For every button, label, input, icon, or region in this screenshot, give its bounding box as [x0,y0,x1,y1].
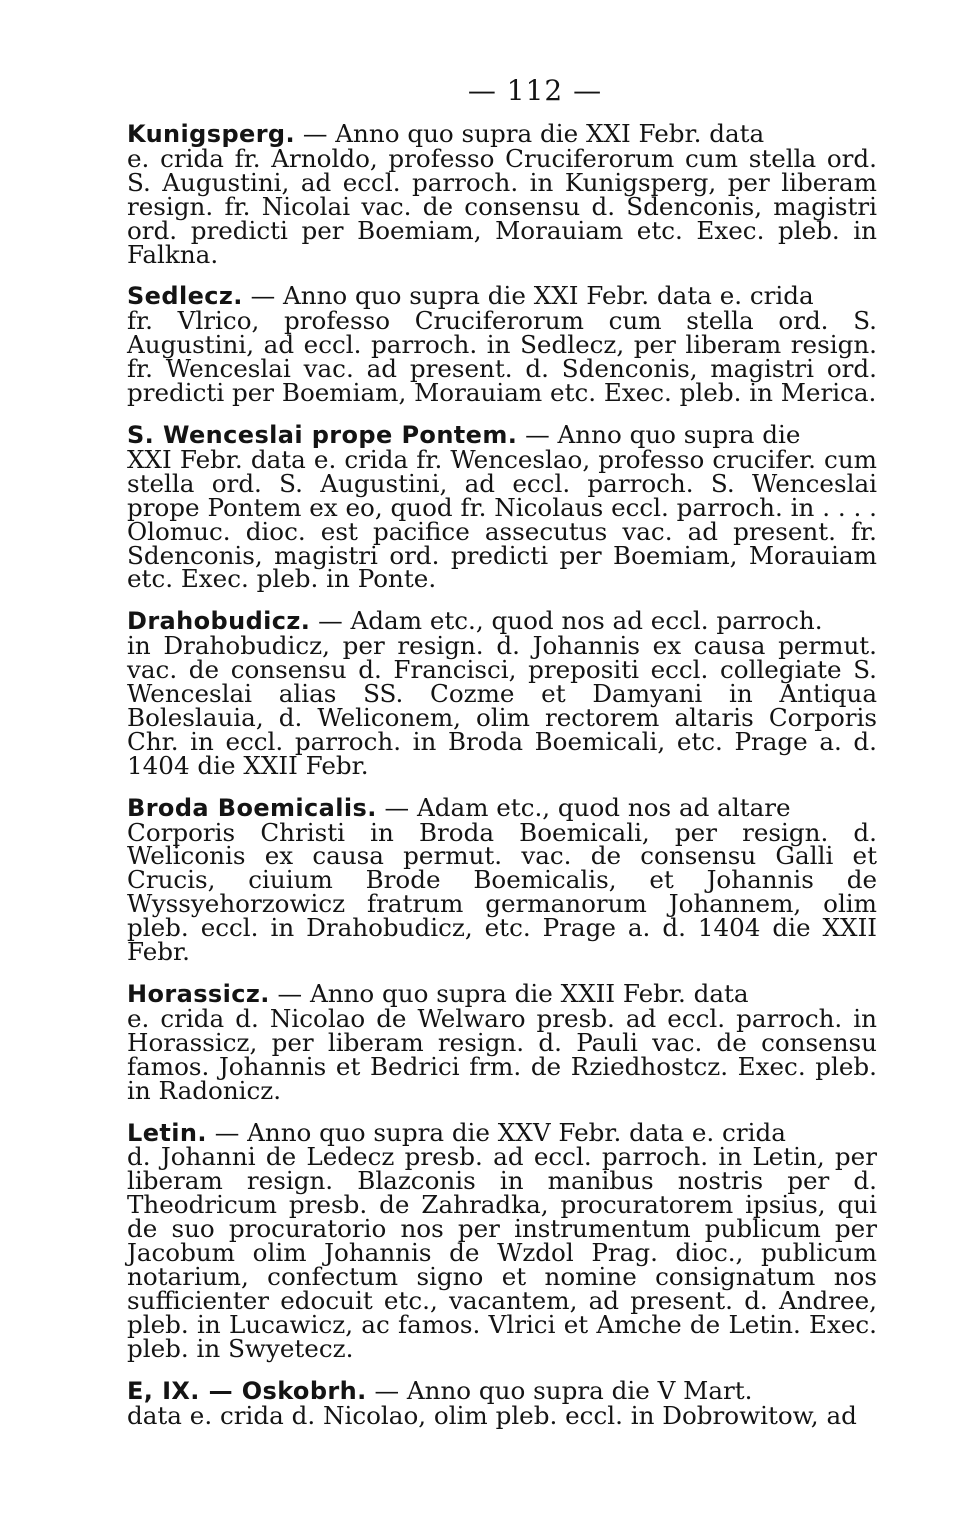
entry-drahobudicz [127,606,877,780]
entry-lead: — Adam etc., quod nos ad altare [376,792,791,822]
entry-lead: — Adam etc., quod nos ad eccl. parroch. [310,606,823,636]
entry-oskobrh [127,1375,877,1430]
text-column [127,119,877,1430]
entry-body: e. crida d. Nicolao de Welwaro presb. ad eccl. parroch. in Horassicz, per liberam resign. d. Pauli vac. de consensu famos. Johannis et Bedrici frm. de Rziedhostcz. Exec. pleb. in Radonicz. [127,1003,877,1105]
entry-body: in Drahobudicz, per resign. d. Johannis ex causa permut. vac. de consensu d. Francisci, prepositi eccl. collegiate S. Wenceslai alias SS. Cozme et Damyani in Antiqua Boleslauia, d. Weliconem, olim rectorem altaris Corporis Chr. in eccl. parroch. in Broda Boemicali, etc. Prage a. d. 1404 die XXII Febr. [127,631,877,780]
entry-title: Sedlecz. [127,282,243,311]
entry-title: Horassicz. [127,980,270,1008]
entry-title: S. Wenceslai prope Pontem. [127,420,518,449]
entry-title: E, IX. — Oskobrh. [127,1376,367,1405]
entry-lead: — Anno quo supra die XXI Febr. data e. crida [242,281,814,311]
entry-body: Corporis Christi in Broda Boemicali, per resign. d. Weliconis ex causa permut. vac. de consensu Galli et Crucis, ciuium Brode Boemicalis, et Johannis de Wyssyehorzowicz fratrum germanorum Johannem, olim pleb. eccl. in Drahobudicz, etc. Prage a. d. 1404 die XXII Febr. [127,817,877,967]
entry-title: Broda Boemicalis. [127,793,377,822]
entry-lead: — Anno quo supra die XXII Febr. data [269,979,749,1008]
entry-title: Drahobudicz. [127,607,311,636]
entry-kunigsperg [127,119,877,269]
entry-sedlecz [127,281,877,408]
entry-head [127,792,877,822]
entry-s-wenceslai [127,419,877,594]
entry-lead: — Anno quo supra die V Mart. [366,1375,753,1405]
entry-body: XXI Febr. data e. crida fr. Wenceslao, professo crucifer. cum stella ord. S. Augustini, ad eccl. parroch. S. Wenceslai prope Pontem ex eo, quod fr. Nicolaus eccl. parroch. in . . . . Olomuc. dioc. est pacifice assecutus vac. ad present. fr. Sdenconis, magistri ord. predicti per Boemiam, Morauiam etc. Exec. pleb. in Ponte. [127,444,877,594]
entry-head [127,1375,877,1405]
entry-horassicz [127,979,877,1105]
page-number: — 112 — [467,74,603,107]
entry-body: d. Johanni de Ledecz presb. ad eccl. parroch. in Letin, per liberam resign. Blazconis in manibus nostris per d. Theodricum presb. de Zahradka, procuratorem ipsius, qui de suo procuratorio nos per instrumentum publicum per Jacobum olim Johannis de Wzdol Prag. dioc., publicum notarium, confectum signo et nomine consignatum nos sufficienter edocuit etc., vacantem, ad present. d. Andree, pleb. in Lucawicz, ac famos. Vlrici et Amche de Letin. Exec. pleb. in Swyetecz. [127,1142,877,1363]
entry-title: Kunigsperg. [127,120,296,148]
entry-lead: — Anno quo supra die [517,419,801,449]
entry-letin [127,1117,877,1363]
entry-body: data e. crida d. Nicolao, olim pleb. eccl. in Dobrowitow, ad [127,1400,857,1430]
entry-broda-boemicalis [127,792,877,967]
entry-lead: — Anno quo supra die XXI Febr. data [295,119,765,148]
entry-body: fr. Vlrico, professo Cruciferorum cum stella ord. S. Augustini, ad eccl. parroch. in Sedlecz, per liberam resign. fr. Wenceslai vac. ad present. d. Sdenconis, magistri ord. predicti per Boemiam, Morauiam etc. Exec. pleb. in Merica. [127,306,877,408]
entry-body: e. crida fr. Arnoldo, professo Cruciferorum cum stella ord. S. Augustini, ad eccl. parroch. in Kunigsperg, per liberam resign. fr. Nicolai vac. de consensu d. Sdenconis, magistri ord. predicti per Boemiam, Morauiam etc. Exec. pleb. in Falkna. [127,143,877,269]
entry-lead: — Anno quo supra die XXV Febr. data e. crida [206,1117,786,1147]
entry-title: Letin. [127,1118,207,1147]
